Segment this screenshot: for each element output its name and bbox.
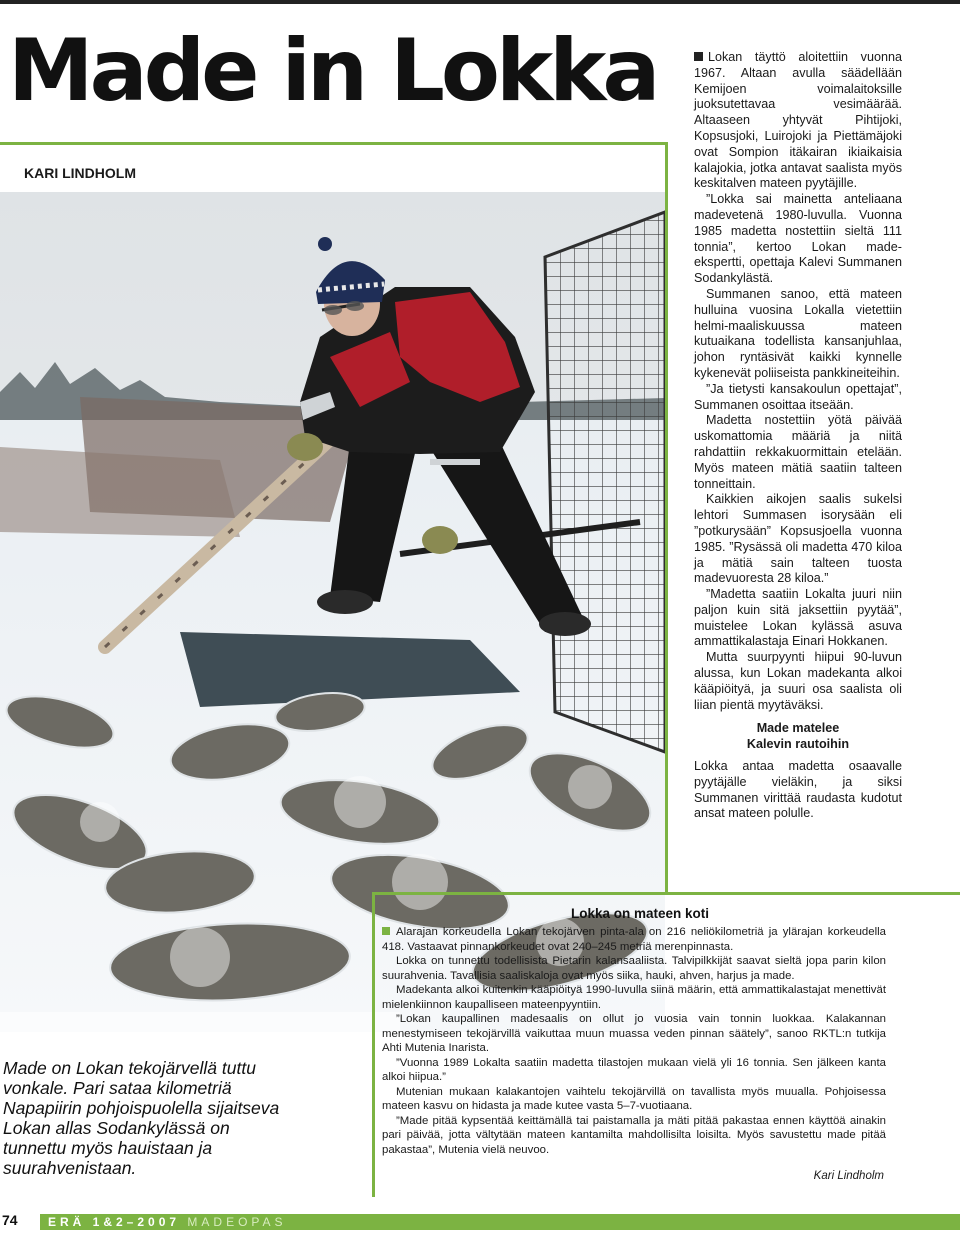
green-frame-top — [0, 142, 668, 145]
square-bullet-icon — [694, 52, 703, 61]
footer-section: MADEOPAS — [187, 1215, 287, 1229]
box-paragraph-3: Madekanta alkoi kuitenkin kääpiöityä 1990-luvulla siinä määrin, että ammattikalastajat menettivät mielenkiinnon kaupalliseen mateenpyyntiin. — [382, 984, 886, 1011]
box-paragraph-2: Lokka on tunnettu todellisista Pietarin kalansaaliista. Talvipilkkijät saavat sieltä jopa parin kilon suurahvenia. Tavallisia saaliskaloja ovat myös siika, hauki, ahven, harjus ja made. — [382, 955, 886, 982]
article-column — [694, 50, 902, 822]
factbox-body — [382, 925, 886, 1157]
box-paragraph-7: ”Made pitää kypsentää keittämällä tai paistamalla ja mäti pitää pakastaa ennen käyttöä ainakin pari päivää, jotta vältytään mateen kantamilta mahdollisilta loisilta. Myös savustettu made pitää pakastaa”, Mutenia vielä neuvoo. — [382, 1114, 886, 1156]
box-border-top — [372, 892, 960, 895]
page-number: 74 — [2, 1212, 18, 1228]
article-subhead: Made matelee Kalevin rautoihin — [746, 721, 850, 752]
article-paragraph-5: Madetta nostettiin yötä päivää uskomattomia määriä ja niitä rahdattiin rekkakuormittain etelään. Myös mateen mätiä saatiin talteen tonneittain. — [694, 413, 902, 491]
box-paragraph-5: ”Vuonna 1989 Lokalta saatiin madetta tilastojen mukaan vielä yli 16 tonnia. Sen jälkeen kanta alkoi hiipua.” — [382, 1056, 886, 1083]
box-title: Lokka on mateen koti — [570, 906, 710, 921]
headline: Made in Lokka — [8, 21, 657, 121]
green-square-bullet-icon — [382, 927, 390, 935]
box-paragraph-1: Alarajan korkeudella Lokan tekojärven pinta-ala on 216 neliökilometriä ja ylärajan korkeudella 418. Vastaavat pinnankorkeudet ovat 240–245 metriä merenpinnasta. — [382, 926, 886, 953]
article-paragraph-8: Mutta suurpyynti hiipui 90-luvun alussa, kun Lokan madekanta alkoi kääpiöityä, ja suuri osa saalista oli liian pientä myytäväksi. — [694, 650, 902, 712]
article-paragraph-6: Kaikkien aikojen saalis sukelsi lehtori Summasen isorysään eli ”potkurysään” Kopsusjoella vuonna 1985. ”Rysässä oli madetta 470 kiloa ja mätiä sain talteen tuosta madevuoresta 28 kiloa.” — [694, 492, 902, 586]
green-frame-right — [665, 142, 668, 892]
box-paragraph-6: Mutenian mukaan kalakantojen vaihtelu tekojärvillä on tavallista myös muualla. Pohjoisessa mateen kasvu on hidasta ja made kutee vasta 5–7-vuotiaana. — [382, 1085, 886, 1112]
top-rule-right — [760, 0, 960, 2]
author-byline: KARI LINDHOLM — [24, 165, 136, 181]
article-paragraph-1: Lokan täyttö aloitettiin vuonna 1967. Altaan avulla säädellään Kemijoen voimalaitoksille juoksutettavaa vesimäärää. Altaaseen yhtyvät Pihtijoki, Kopsusjoki, Luirojoki ja Piettämäjoki ovat Sompion itäkairan ikiaikaisia kalajokia, jotka antavat saalista myös keskitalven mateen pyytäjille. — [694, 50, 902, 191]
article-paragraph-4: ”Ja tietysti kansakoulun opettajat”, Summanen osoittaa itseään. — [694, 381, 902, 412]
box-signature: Kari Lindholm — [813, 1170, 884, 1182]
article-paragraph-3: Summanen sanoo, että mateen hulluina vuosina Lokalla vietettiin helmi-maaliskuussa mateen kutuaikana todellista kansanjuhlaa, johon ryntäsivät kaikki kynnelle kykenevät poliiseista pankkineiteihin. — [694, 286, 902, 380]
article-paragraph-2: ”Lokka sai mainetta anteliaana madevetenä 1980-luvulla. Vuonna 1985 madetta nostettiin sieltä 111 tonnia”, kertoo Lokan made-ekspertti, opettaja Kalevi Summanen Sodankylästä. — [694, 192, 902, 286]
footer-magazine: ERÄ 1&2–2007 — [48, 1215, 181, 1229]
article-final-paragraph: Lokka antaa madetta osaavalle pyytäjälle vieläkin, ja siksi Summanen virittää raudasta kudotut ansat mateen polulle. — [694, 759, 902, 821]
box-paragraph-4: ”Lokan kaupallinen madesaalis on ollut jo vuosia vain tonnin luokkaa. Kalakannan menestymiseen tekojärvillä vaikuttaa muun muassa veden pinnan säätely”, sanoo RKTL:n tutkija Ahti Mutenia Inarista. — [382, 1013, 886, 1054]
photo-caption: Made on Lokan tekojärvellä tuttu vonkale. Pari sataa kilometriä Napapiirin pohjoispuolella sijaitseva Lokan allas Sodankylässä on tunnettu myös hauistaan ja suurahvenistaan. — [3, 1058, 280, 1178]
footer-text — [48, 1215, 287, 1229]
box-border-left — [372, 892, 375, 1197]
article-paragraph-7: ”Madetta saatiin Lokalta juuri niin paljon kuin sitä jaksettiin pyytää”, muistelee Lokan kylässä asuva ammattikalastaja Einari Hokkanen. — [694, 587, 902, 649]
